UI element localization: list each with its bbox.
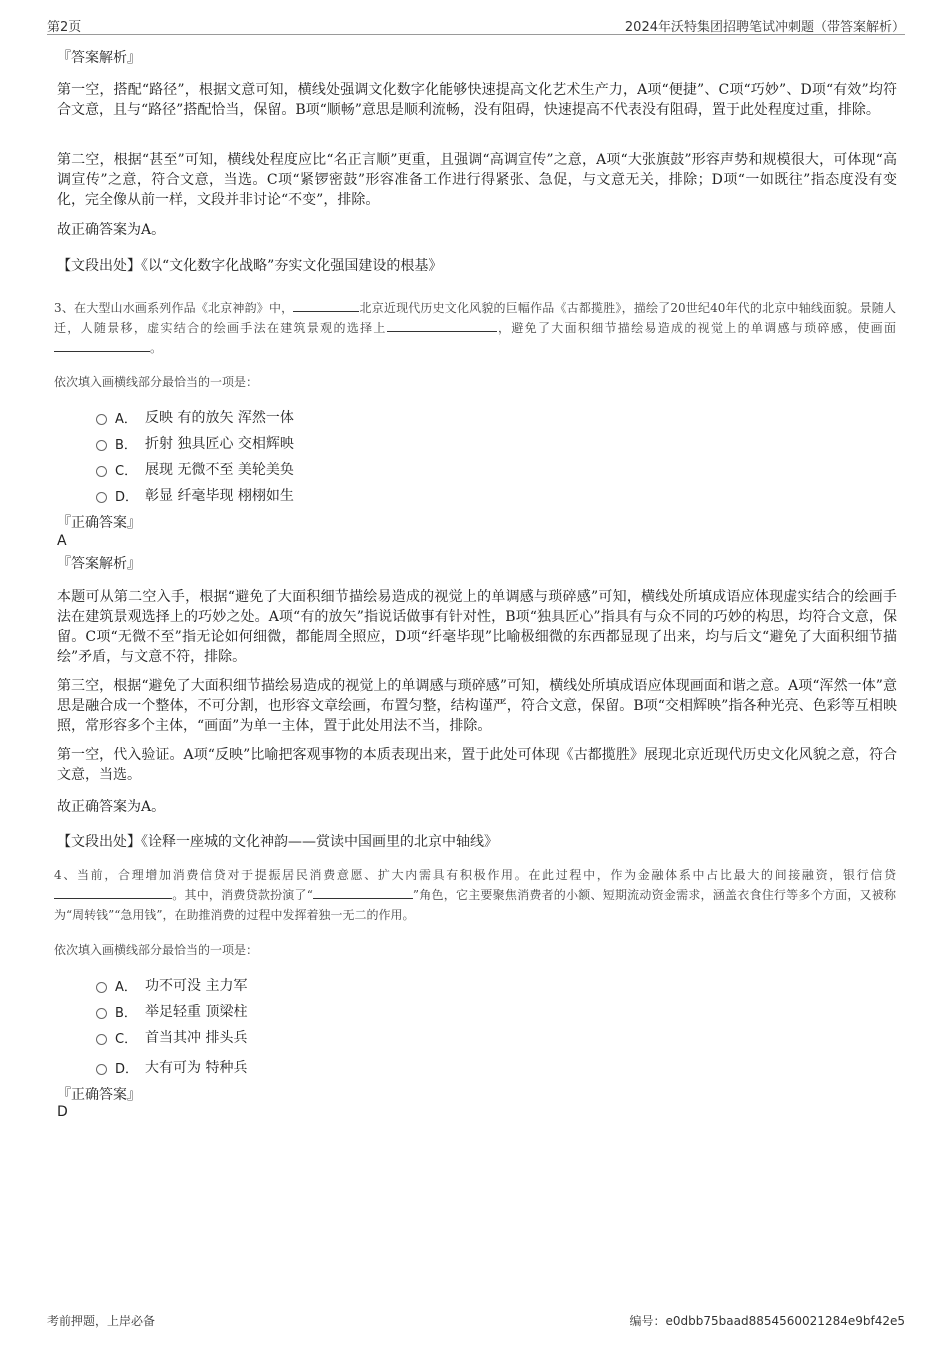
q3-option-b[interactable]: B． 折射 独具匠心 交相辉映	[96, 432, 294, 454]
document-id: 编号：e0dbb75baad8854560021284e9bf42e5	[629, 1314, 905, 1328]
q4-option-d[interactable]: D． 大有可为 特种兵	[96, 1056, 247, 1078]
q4-correct-label: 『正确答案』	[57, 1087, 141, 1103]
radio-icon[interactable]	[96, 982, 107, 993]
q3-correct-label: 『正确答案』	[57, 515, 141, 531]
q2-analysis-p1: 第一空，搭配“路径”，根据文意可知，横线处强调文化数字化能够快速提高文化艺术生产力，A项“便捷”、C项“巧妙”、D项“有效”均符合文意，且与“路径”搭配恰当，保留。B项“顺畅”意思是顺利流畅，没有阻碍，快速提高不代表没有阻碍，置于此处程度过重，排除。	[57, 82, 897, 118]
blank-2	[313, 886, 413, 899]
q4-option-c[interactable]: C． 首当其冲 排头兵	[96, 1026, 247, 1048]
radio-icon[interactable]	[96, 414, 107, 425]
page-number: 第2页	[47, 20, 82, 35]
q3-option-c[interactable]: C． 展现 无微不至 美轮美奂	[96, 458, 294, 480]
radio-icon[interactable]	[96, 1034, 107, 1045]
q4-correct-answer: D	[57, 1104, 68, 1120]
q3-analysis-p1: 本题可从第二空入手，根据“避免了大面积细节描绘易造成的视觉上的单调感与琐碎感”可知，横线处所填成语应体现虚实结合的绘画手法在建筑景观选择上的巧妙之处。A项“有的放矢”指说话做事有针对性，B项“独具匠心”指具有与众不同的巧妙的构思，均符合文意，保留。C项“无微不至”指无论如何细微，都能周全照应，D项“纤毫毕现”比喻极细微的东西都显现了出来，均与后文“避免了大面积细节描绘”矛盾，与文意不符，排除。	[57, 589, 897, 665]
q2-conclusion: 故正确答案为A。	[57, 222, 166, 238]
blank-3	[54, 339, 150, 352]
q3-instruction: 依次填入画横线部分最恰当的一项是：	[54, 375, 259, 389]
q2-analysis-label: 『答案解析』	[57, 50, 141, 66]
q3-correct-answer: A	[57, 533, 67, 549]
q3-stem: 3、在大型山水画系列作品《北京神韵》中， 北京近现代历史文化风貌的巨幅作品《古都揽胜》，描绘了20世纪40年代的北京中轴线面貌。景随人迁，人随景移，虚实结合的绘画手法在建筑景观的选择上 ，避免了大面积细节描绘易造成的视觉上的单调感与琐碎感，使画面。	[54, 301, 896, 355]
q3-option-a[interactable]: A． 反映 有的放矢 浑然一体	[96, 406, 294, 428]
blank-2	[387, 319, 497, 332]
q3-source: 【文段出处】《诠释一座城的文化神韵——赏读中国画里的北京中轴线》	[57, 834, 498, 850]
radio-icon[interactable]	[96, 1064, 107, 1075]
radio-icon[interactable]	[96, 466, 107, 477]
radio-icon[interactable]	[96, 440, 107, 451]
q3-analysis-p2: 第三空，根据“避免了大面积细节描绘易造成的视觉上的单调感与琐碎感”可知，横线处所填成语应体现画面和谐之意。A项“浑然一体”意思是融合成一个整体，不可分割，也形容文章绘画，布置匀整，结构谨严，符合文意，保留。B项“交相辉映”指各种光亮、色彩等互相映照，常形容多个主体，“画面”为单一主体，置于此处用法不当，排除。	[57, 678, 897, 734]
blank-1	[54, 886, 172, 899]
footer-slogan: 考前押题，上岸必备	[47, 1314, 156, 1328]
q4-stem: 4、当前，合理增加消费信贷对于提振居民消费意愿、扩大内需具有积极作用。在此过程中，作为金融体系中占比最大的间接融资，银行信贷。其中，消费贷款扮演了“ ”角色，它主要聚焦消费者的小额、短期流动资金需求，涵盖衣食住行等多个方面，又被称为“周转钱”“急用钱”，在助推消费的过程中发挥着独一无二的作用。	[54, 868, 897, 922]
q4-instruction: 依次填入画横线部分最恰当的一项是：	[54, 943, 259, 957]
page-footer	[47, 1312, 905, 1330]
q3-analysis-p3: 第一空，代入验证。A项“反映”比喻把客观事物的本质表现出来，置于此处可体现《古都揽胜》展现北京近现代历史文化风貌之意，符合文意，当选。	[57, 747, 897, 783]
q4-option-a[interactable]: A． 功不可没 主力军	[96, 974, 247, 996]
q2-analysis-p2: 第二空，根据“甚至”可知，横线处程度应比“名正言顺”更重，且强调“高调宣传”之意，A项“大张旗鼓”形容声势和规模很大，可体现“高调宣传”之意，符合文意，当选。C项“紧锣密鼓”形容准备工作进行得紧张、急促，与文意无关，排除；D项“一如既往”指态度没有变化，完全像从前一样，文段并非讨论“不变”，排除。	[57, 152, 897, 208]
q3-option-d[interactable]: D． 彰显 纤毫毕现 栩栩如生	[96, 484, 294, 506]
q3-conclusion: 故正确答案为A。	[57, 799, 166, 815]
radio-icon[interactable]	[96, 1008, 107, 1019]
document-title: 2024年沃特集团招聘笔试冲刺题（带答案解析）	[624, 20, 905, 35]
q2-source: 【文段出处】《以“文化数字化战略”夯实文化强国建设的根基》	[57, 258, 443, 274]
page-header	[47, 14, 905, 35]
q4-option-b[interactable]: B． 举足轻重 顶梁柱	[96, 1000, 247, 1022]
blank-1	[293, 299, 359, 312]
radio-icon[interactable]	[96, 492, 107, 503]
q3-analysis-label: 『答案解析』	[57, 556, 141, 572]
